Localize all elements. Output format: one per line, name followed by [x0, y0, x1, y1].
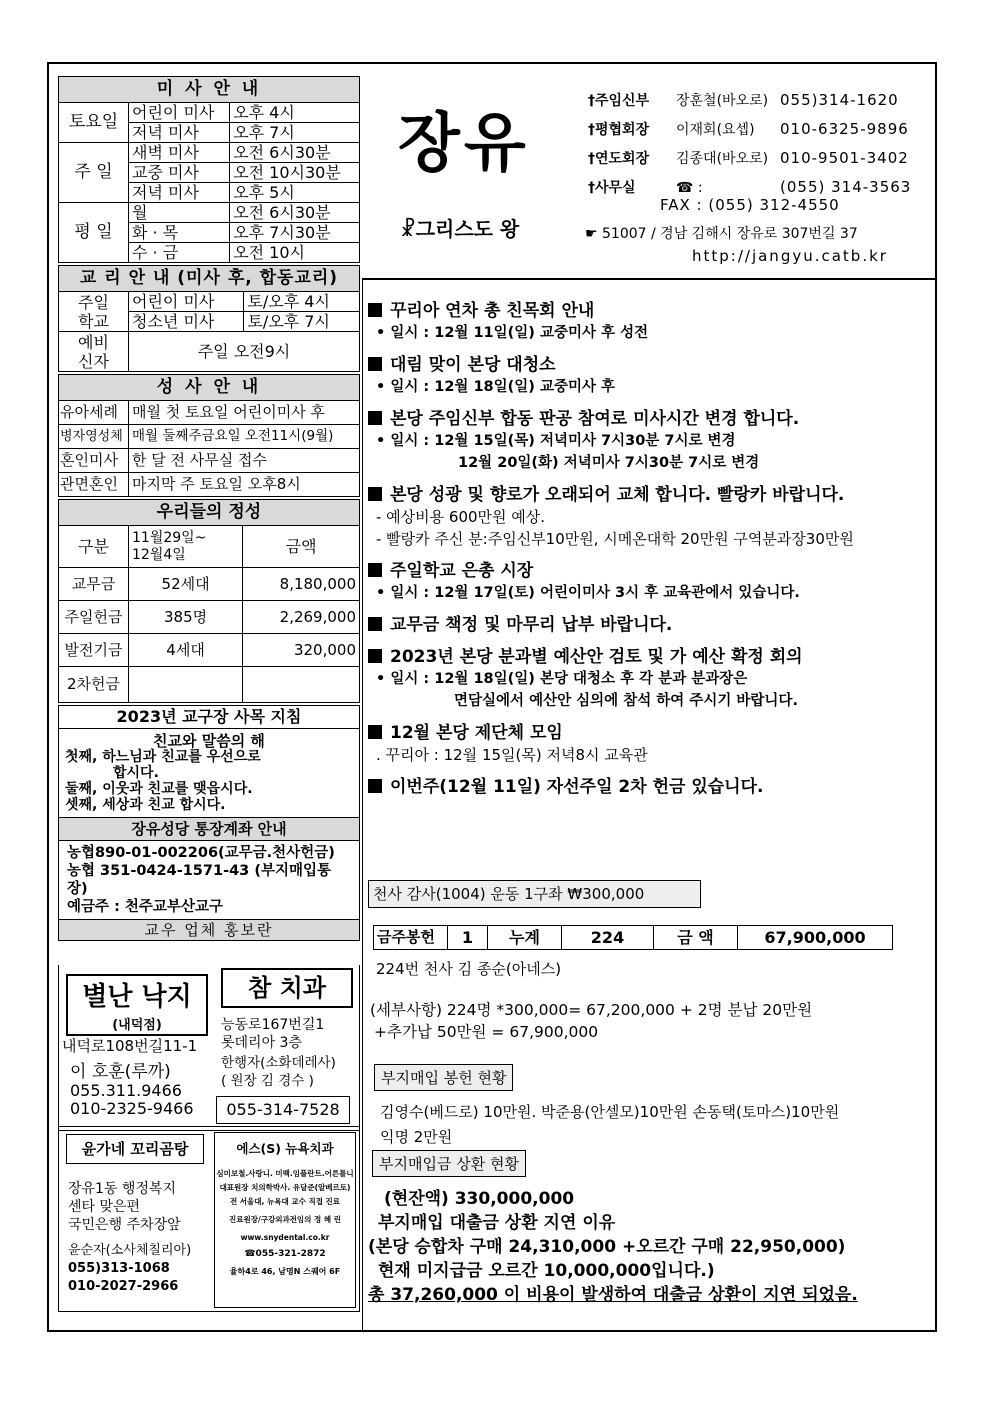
- ad-newyork-dental-line: ☎055-321-2872: [244, 1249, 326, 1259]
- notice-title-text: 대림 맞이 본당 대청소: [390, 355, 556, 375]
- angel-week-label: 금주봉헌: [374, 926, 448, 950]
- class-name: 어린이 미사: [129, 292, 244, 312]
- notice-title: [368, 484, 928, 506]
- offering-type: 2차헌금: [59, 667, 129, 703]
- ad-newyork-dental-line: 율하4로 46, 남명N 스퀘어 6F: [229, 1267, 341, 1276]
- sunday-label: 주 일: [59, 143, 129, 203]
- pastoral-line: 셋째, 세상과 친교 합시다.: [65, 797, 226, 813]
- ad-dental-address: 롯데리아 3층: [221, 1035, 302, 1051]
- notice-detail: - 예상비용 600만원 예상.: [376, 508, 546, 526]
- land-repay-label: 부지매입금 상환 현황: [372, 1150, 526, 1177]
- pastoral-line: 첫째, 하느님과 친교를 우선으로: [65, 749, 261, 765]
- notice-title: [368, 408, 928, 430]
- mass-time: 오전 6시30분: [230, 203, 360, 223]
- notice-detail: 면담실에서 예산안 심의에 참석 하여 주시기 바랍니다.: [454, 693, 798, 709]
- ad-dental-phone: 055-314-7528: [216, 1096, 350, 1124]
- mass-time: 오전 6시30분: [230, 143, 360, 163]
- angel-total-label: 누계: [488, 926, 562, 950]
- address-text: 51007 / 경남 김해시 장유로 307번길 37: [602, 226, 858, 242]
- ad-dental-info: [221, 1016, 336, 1090]
- pastoral-box: [58, 729, 360, 818]
- sunday-school-label: 주일 학교: [59, 292, 129, 332]
- notice-detail: • 일시 : 12월 18일(일) 본당 대청소 후 각 분과 분과장은: [376, 671, 748, 687]
- ad-gomtang-location: 국민은행 주차장앞: [68, 1217, 181, 1233]
- ad-nakji-address: 내덕로108번길11-1: [62, 1037, 198, 1055]
- angel-total-value: 224: [562, 926, 654, 950]
- bank-title: 장유성당 통장계좌 안내: [58, 818, 360, 841]
- offering-count: 385명: [129, 601, 243, 634]
- notice-title: [368, 560, 928, 582]
- mass-name: 저녁 미사: [129, 183, 230, 203]
- ad-nakji-owner: 이 호훈(루까): [70, 1062, 171, 1082]
- notice-title-text: 꾸리아 연차 총 친목회 안내: [390, 301, 595, 321]
- notice-title-text: 본당 주임신부 합동 판공 참여로 미사시간 변경 합니다.: [390, 409, 800, 429]
- notice-title: [368, 776, 928, 798]
- square-bullet-icon: [368, 617, 382, 631]
- ad-dental-owner: 한행자(소화데레사): [221, 1055, 336, 1071]
- ad-gomtang-info: [68, 1180, 191, 1296]
- land-offering-label: 부지매입 봉헌 현황: [374, 1064, 513, 1091]
- saturday-label: 토요일: [59, 103, 129, 143]
- land-reason: 총 37,260,000 이 비용이 발생하여 대출금 상환이 지연 되었음.: [368, 1285, 858, 1305]
- contact-name: 이재회(요셉): [676, 122, 755, 138]
- angel-table: [373, 925, 893, 950]
- ad-gomtang-location: 장유1동 행정복지: [68, 1181, 177, 1197]
- ad-gomtang-owner: 윤순자(소사체칠리아): [68, 1243, 192, 1258]
- pastoral-line: 합시다.: [113, 765, 159, 781]
- ad-newyork-dental-line: 심미보철.사랑니. 미백.임플란트.어른틀니: [216, 1169, 354, 1178]
- mass-table: [58, 76, 360, 263]
- sacrament-time: 매월 둘째주금요일 오전11시(9월): [129, 425, 360, 449]
- notice-title: [368, 722, 928, 744]
- ad-newyork-dental-line: 진료원장/구강외과전임의 정 혜 린: [228, 1215, 341, 1224]
- offering-type: 교무금: [59, 568, 129, 601]
- contact-phone: 055)314-1620: [780, 91, 899, 109]
- ad-gomtang-name: 윤가네 꼬리곰탕: [66, 1134, 204, 1164]
- offering-type: 주일헌금: [59, 601, 129, 634]
- mass-name: 교중 미사: [129, 163, 230, 183]
- contact-role: †사무실: [588, 180, 636, 196]
- contact-row: [588, 86, 928, 115]
- sacrament-time: 마지막 주 토요일 오후8시: [129, 473, 360, 497]
- ad-dental-director: ( 원장 김 경수 ): [221, 1073, 314, 1089]
- notice-title-text: 주일학교 은총 시장: [390, 561, 534, 581]
- square-bullet-icon: [368, 563, 382, 577]
- offering-col-period: 11월29일~ 12월4일: [129, 526, 243, 568]
- notice-title: [368, 646, 928, 668]
- class-time: 토/오후 7시: [244, 312, 360, 332]
- class-name: 청소년 미사: [129, 312, 244, 332]
- sacrament-name: 병자영성체: [59, 425, 129, 449]
- sacrament-table: [58, 374, 360, 497]
- contact-name: 김종대(바오로): [676, 151, 769, 167]
- address-line: [585, 223, 858, 243]
- notice-detail: • 일시 : 12월 11일(일) 교중미사 후 성전: [376, 325, 649, 341]
- column-divider: [362, 278, 363, 1332]
- contact-name: 장훈철(바오로): [676, 93, 769, 109]
- offering-col-amount: 금액: [243, 526, 360, 568]
- angel-detail: +추가납 50만원 = 67,900,000: [374, 1023, 599, 1041]
- mass-name: 저녁 미사: [129, 123, 230, 143]
- angel-week-value: 1: [448, 926, 488, 950]
- mass-name: 새벽 미사: [129, 143, 230, 163]
- contact-phone: 010-9501-3402: [780, 149, 909, 167]
- contact-row: [588, 144, 928, 173]
- sacrament-name: 혼인미사: [59, 449, 129, 473]
- square-bullet-icon: [368, 649, 382, 663]
- ad-newyork-dental-card: [214, 1132, 356, 1308]
- offering-table: [58, 499, 360, 703]
- offering-count: 52세대: [129, 568, 243, 601]
- ad-newyork-dental-line: 대표원장 치의학박사. 유달준(알베르토): [219, 1183, 351, 1192]
- angel-latest: 224번 천사 김 종순(아네스): [376, 960, 562, 978]
- weekday-label: 평 일: [59, 203, 129, 263]
- offering-amount: 320,000: [243, 634, 360, 667]
- ad-newyork-dental-line: www.snydental.co.kr: [240, 1233, 330, 1242]
- offering-count: 4세대: [129, 634, 243, 667]
- ad-nakji-phone: 055.311.9466: [70, 1081, 182, 1100]
- land-offering-donors: 익명 2만원: [380, 1128, 453, 1146]
- notice-detail: • 일시 : 12월 17일(토) 어린이미사 3시 후 교육관에서 있습니다.: [376, 585, 800, 601]
- angel-amount-label: 금 액: [654, 926, 738, 950]
- land-reason: 현재 미지급금 오르간 10,000,000입니다.): [378, 1261, 715, 1281]
- ad-gomtang-phone: 055)313-1068: [68, 1261, 170, 1276]
- ad-dental-name: 참 치과: [221, 968, 353, 1008]
- square-bullet-icon: [368, 779, 382, 793]
- ad-dental-address: 능동로167번길1: [221, 1017, 325, 1033]
- notice-detail: 12월 20일(화) 저녁미사 7시30분 7시로 변경: [458, 455, 760, 471]
- sacrament-name: 유아세례: [59, 401, 129, 425]
- square-bullet-icon: [368, 411, 382, 425]
- website-link[interactable]: http://jangyu.catb.kr: [692, 247, 888, 265]
- land-balance: (현잔액) 330,000,000: [384, 1189, 575, 1209]
- mass-time: 오후 7시: [230, 123, 360, 143]
- header-divider: [362, 278, 936, 280]
- pastoral-theme: 친교와 말씀의 해: [153, 732, 265, 750]
- mass-time: 오후 5시: [230, 183, 360, 203]
- land-reason-title: 부지매입 대출금 상환 지연 이유: [378, 1213, 616, 1233]
- notice-title-text: 12월 본당 제단체 모임: [390, 723, 563, 743]
- notice-detail: • 일시 : 12월 18일(일) 교중미사 후: [376, 379, 616, 395]
- catechumen-label: 예비 신자: [59, 332, 129, 372]
- ad-gomtang-location: 센타 맞은편: [68, 1199, 141, 1215]
- ad-nakji-card: [66, 974, 208, 1036]
- sacrament-title: 성 사 안 내: [59, 375, 360, 401]
- ads-title: 교우 업체 홍보란: [58, 920, 360, 941]
- notice-title-text: 2023년 본당 분과별 예산안 검토 및 가 예산 확정 회의: [390, 647, 803, 667]
- bank-box: [58, 841, 360, 920]
- offering-amount: 2,269,000: [243, 601, 360, 634]
- land-offering-donors: 김영수(베드로) 10만원. 박준용(안셀모)10만원 손동택(토마스)10만원: [380, 1103, 840, 1121]
- mass-day: 수 · 금: [129, 243, 230, 263]
- pastoral-title: 2023년 교구장 사목 지침: [58, 705, 360, 729]
- angel-detail: (세부사항) 224명 *300,000= 67,200,000 + 2명 분납 20만원: [370, 1001, 813, 1019]
- location-icon: ☛: [585, 226, 603, 242]
- mass-time: 오후 7시30분: [230, 223, 360, 243]
- square-bullet-icon: [368, 487, 382, 501]
- ad-gomtang-phone: 010-2027-2966: [68, 1279, 179, 1294]
- catechism-table: [58, 265, 360, 372]
- notice-detail: . 꾸리아 : 12월 15일(목) 저녁8시 교육관: [376, 746, 648, 764]
- offering-type: 발전기금: [59, 634, 129, 667]
- sacrament-time: 매월 첫 토요일 어린이미사 후: [129, 401, 360, 425]
- notice-title: [368, 614, 928, 636]
- ad-newyork-dental-line: 전 서울대, 뉴욕대 교수 직접 진료: [229, 1197, 341, 1206]
- contact-list: [588, 86, 928, 202]
- contact-role: †주임신부: [588, 93, 650, 109]
- notices-column: [368, 290, 928, 798]
- mass-day: 화 · 목: [129, 223, 230, 243]
- ad-nakji-phone: 010-2325-9466: [70, 1099, 194, 1118]
- pastoral-line: 둘째, 이웃과 친교를 맺읍시다.: [65, 781, 253, 797]
- contact-row: [588, 115, 928, 144]
- contact-role: †연도회장: [588, 151, 650, 167]
- notice-title: [368, 300, 928, 322]
- ad-nakji-name: 별난 낙지: [82, 982, 192, 1012]
- mass-time: 오후 4시: [230, 103, 360, 123]
- notice-detail: • 일시 : 12월 15일(목) 저녁미사 7시30분 7시로 변경: [376, 433, 736, 449]
- land-reason: (본당 승합차 구매 24,310,000 +오르간 구매 22,950,000): [368, 1237, 846, 1257]
- mass-title: 미 사 안 내: [59, 77, 360, 103]
- ad-nakji-info: [62, 1036, 197, 1118]
- offering-amount: [243, 667, 360, 703]
- mass-day: 월: [129, 203, 230, 223]
- mass-time: 오전 10시: [230, 243, 360, 263]
- square-bullet-icon: [368, 357, 382, 371]
- bulletin-title: 장유: [398, 107, 530, 181]
- class-time: 토/오후 4시: [244, 292, 360, 312]
- angel-campaign-label: 천사 감사(1004) 운동 1구좌 ₩300,000: [368, 880, 701, 908]
- catechism-title: 교 리 안 내 (미사 후, 합동교리): [59, 266, 360, 292]
- angel-amount-value: 67,900,000: [738, 926, 893, 950]
- ad-nakji-branch: (내덕점): [112, 1018, 162, 1033]
- notice-title-text: 이번주(12월 11일) 자선주일 2차 헌금 있습니다.: [390, 777, 764, 797]
- ad-newyork-dental-name: 에스(S) 뉴욕치과: [236, 1141, 334, 1156]
- bank-holder: 예금주 : 천주교부산교구: [67, 899, 223, 915]
- fax-line: FAX : (055) 312-4550: [660, 196, 840, 214]
- notice-detail: - 빨랑카 주신 분:주임신부10만원, 시메온대학 20만원 구역분과장30만원: [376, 530, 854, 548]
- catechumen-time: 주일 오전9시: [129, 332, 360, 372]
- notice-title: [368, 354, 928, 376]
- left-column: [58, 76, 360, 941]
- contact-name: ☎ :: [676, 180, 703, 196]
- contact-phone: 010-6325-9896: [780, 120, 909, 138]
- notice-title-text: 본당 성광 및 향로가 오래되어 교체 합니다. 빨랑카 바랍니다.: [390, 485, 845, 505]
- parish-feast: ☧그리스도 왕: [400, 217, 520, 241]
- offering-count: [129, 667, 243, 703]
- contact-role: †평협회장: [588, 122, 650, 138]
- offering-col-type: 구분: [59, 526, 129, 568]
- mass-time: 오전 10시30분: [230, 163, 360, 183]
- bank-account: 농협 351-0424-1571-43 (부지매입통장): [67, 863, 331, 897]
- square-bullet-icon: [368, 303, 382, 317]
- sacrament-time: 한 달 전 사무실 접수: [129, 449, 360, 473]
- bank-account: 농협890-01-002206(교무금.천사헌금): [67, 845, 335, 861]
- sacrament-name: 관면혼인: [59, 473, 129, 497]
- contact-phone: (055) 314-3563: [780, 178, 912, 196]
- offering-amount: 8,180,000: [243, 568, 360, 601]
- mass-name: 어린이 미사: [129, 103, 230, 123]
- notice-title-text: 교무금 책정 및 마무리 납부 바랍니다.: [390, 615, 673, 635]
- offering-title: 우리들의 정성: [59, 500, 360, 526]
- square-bullet-icon: [368, 725, 382, 739]
